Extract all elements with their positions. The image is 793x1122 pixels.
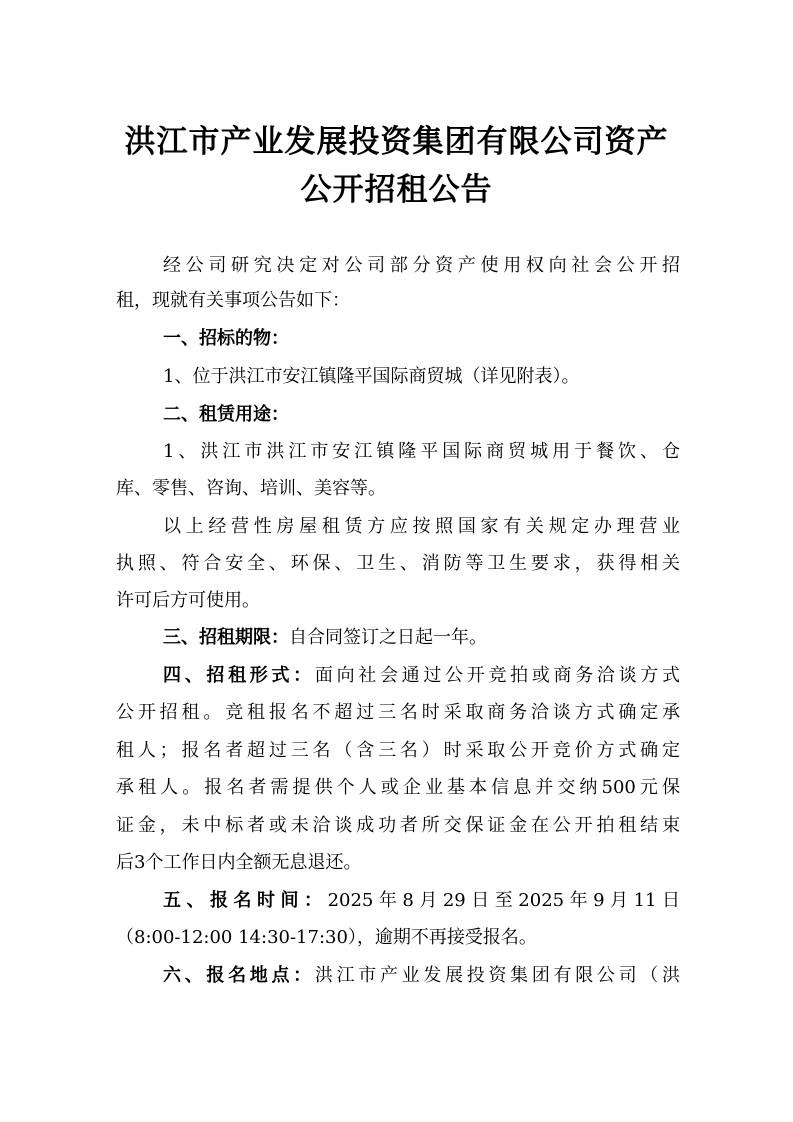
section4-line2: 公开招租。竞租报名不超过三名时采取商务洽谈方式确定承 bbox=[116, 702, 680, 723]
section5-line1 bbox=[163, 888, 680, 914]
section4-line4: 承租人。报名者需提供个人或企业基本信息并交纳500元保 bbox=[116, 777, 680, 798]
section5-text-line1: 2025年8月29日至2025年9月11日 bbox=[327, 890, 680, 911]
section5-heading: 五、报名时间： bbox=[163, 890, 328, 911]
document-title-line1: 洪江市产业发展投资集团有限公司资产 bbox=[124, 124, 669, 160]
section1-item1: 1、位于洪江市安江镇隆平国际商贸城（详见附表）。 bbox=[163, 366, 580, 387]
section4-line3: 租人；报名者超过三名（含三名）时采取公开竞价方式确定 bbox=[116, 740, 680, 761]
section1-heading: 一、招标的物： bbox=[163, 328, 289, 349]
section3-text: 自合同签订之日起一年。 bbox=[289, 627, 487, 648]
intro-paragraph-line2: 租，现就有关事项公告如下： bbox=[116, 290, 350, 311]
document-title-line2: 公开招租公告 bbox=[300, 172, 493, 208]
section3-paragraph bbox=[163, 625, 680, 651]
section4-text-line1: 面向社会通过公开竞拍或商务洽谈方式 bbox=[314, 665, 681, 686]
section6-heading: 六、报名地点： bbox=[163, 965, 315, 986]
section2-item1-line2: 库、零售、咨询、培训、美容等。 bbox=[116, 478, 386, 499]
section3-heading: 三、招租期限： bbox=[163, 627, 289, 648]
section2-heading: 二、租赁用途： bbox=[163, 404, 289, 425]
section4-line1 bbox=[163, 663, 680, 689]
section2-note-line2: 执照、符合安全、环保、卫生、消防等卫生要求，获得相关 bbox=[116, 553, 680, 574]
section2-item1-line1: 1、洪江市洪江市安江镇隆平国际商贸城用于餐饮、仓 bbox=[163, 441, 680, 462]
section2-note-line3: 许可后方可使用。 bbox=[116, 590, 260, 611]
section4-line6: 后3个工作日内全额无息退还。 bbox=[116, 852, 362, 873]
section4-line5: 证金，未中标者或未洽谈成功者所交保证金在公开拍租结束 bbox=[116, 815, 680, 836]
intro-paragraph-line1: 经公司研究决定对公司部分资产使用权向社会公开招 bbox=[163, 255, 680, 276]
section2-note-line1: 以上经营性房屋租赁方应按照国家有关规定办理营业 bbox=[163, 516, 680, 537]
section5-line2: （8:00-12:00 14:30-17:30），逾期不再接受报名。 bbox=[116, 927, 537, 948]
section6-line1 bbox=[163, 963, 680, 989]
section6-text-line1: 洪江市产业发展投资集团有限公司（洪 bbox=[314, 965, 681, 986]
section4-heading: 四、招租形式： bbox=[163, 665, 315, 686]
